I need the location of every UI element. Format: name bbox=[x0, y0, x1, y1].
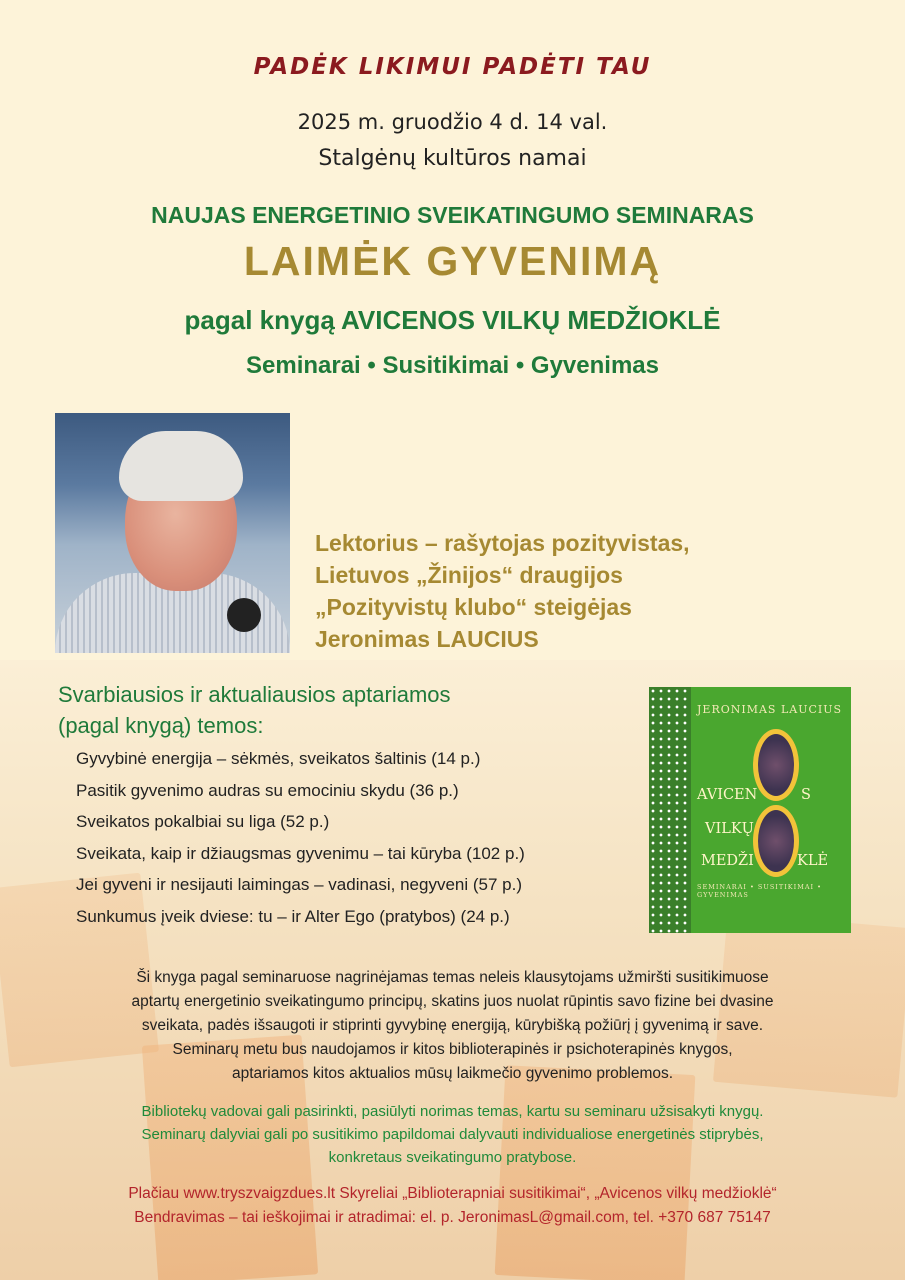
topic-item: Gyvybinė energija – sėkmės, sveikatos šaltinis (14 p.) bbox=[76, 749, 481, 768]
lecturer-info bbox=[315, 527, 690, 655]
topics-heading-line: Svarbiausios ir aktualiausios aptariamos bbox=[58, 682, 451, 707]
cover-title-line: VILKŲ bbox=[705, 821, 754, 837]
note-line: Bibliotekų vadovai gali pasirinkti, pasiūlyti norimas temas, kartu su seminaru užsisakyti knygų. bbox=[141, 1103, 764, 1120]
topic-item: Pasitik gyvenimo audras su emociniu skydu (36 p.) bbox=[76, 780, 459, 800]
cover-title-line: MEDŽI bbox=[701, 853, 754, 869]
seminar-kind: NAUJAS ENERGETINIO SVEIKATINGUMO SEMINARAS bbox=[151, 202, 754, 228]
seminar-title: LAIMĖK GYVENIMĄ bbox=[243, 238, 662, 284]
event-venue: Stalgėnų kultūros namai bbox=[318, 146, 587, 171]
topic-item: Sveikatos pokalbiai su liga (52 p.) bbox=[76, 812, 330, 831]
book-description bbox=[0, 966, 905, 1086]
topics-heading-line: (pagal knygą) temos: bbox=[58, 713, 264, 738]
lecturer-photo bbox=[55, 413, 290, 653]
topics-heading bbox=[58, 679, 451, 741]
cover-photo-ring bbox=[753, 729, 799, 801]
lecturer-line: Lektorius – rašytojas pozityvistas, bbox=[315, 530, 690, 556]
tagline: PADĖK LIKIMUI PADĖTI TAU bbox=[253, 54, 652, 80]
description-line: sveikata, padės išsaugoti ir stiprinti gyvybinę energiją, kūrybišką požiūrį į gyvenimą ir save. bbox=[141, 1017, 764, 1034]
book-cover bbox=[649, 687, 851, 933]
cover-photo-ring bbox=[753, 805, 799, 877]
description-line: Ši knyga pagal seminaruose nagrinėjamas temas neleis klausytojams užmiršti susitikimuose bbox=[136, 969, 769, 986]
background-book-image bbox=[495, 1065, 696, 1280]
description-line: aptariamos kitos aktualios mūsų laikmečio gyvenimo problemos. bbox=[231, 1065, 674, 1082]
lecturer-line: Lietuvos „Žinijos“ draugijos bbox=[315, 562, 623, 588]
cover-title-line: S bbox=[801, 787, 811, 803]
note-line: Seminarų dalyviai gali po susitikimo papildomai dalyvauti individualiose energetinės stiprybės, bbox=[141, 1126, 764, 1143]
lecturer-name: Jeronimas LAUCIUS bbox=[315, 626, 539, 652]
cover-author: JERONIMAS LAUCIUS bbox=[697, 703, 843, 716]
topic-item: Sveikata, kaip ir džiaugsmas gyvenimu – tai kūryba (102 p.) bbox=[76, 843, 525, 863]
description-line: aptartų energetinio sveikatingumo principų, skatins juos nuolat rūpintis savo fizine bei dvasine bbox=[131, 993, 774, 1010]
topic-item: Sunkumus įveik dviese: tu – ir Alter Ego (pratybos) (24 p.) bbox=[76, 906, 510, 926]
email-phone-line: Bendravimas – tai ieškojimai ir atradimai: el. p. JeronimasL@gmail.com, tel. +370 687 75147 bbox=[134, 1209, 771, 1226]
cover-subtitle: SEMINARAI • SUSITIKIMAI • GYVENIMAS bbox=[697, 883, 823, 899]
topic-item: Jei gyveni ir nesijauti laimingas – vadinasi, negyveni (57 p.) bbox=[76, 875, 523, 894]
microphone-icon bbox=[227, 598, 261, 632]
book-reference: pagal knygą AVICENOS VILKŲ MEDŽIOKLĖ bbox=[184, 305, 721, 335]
event-date: 2025 m. gruodžio 4 d. 14 val. bbox=[297, 110, 608, 134]
library-note bbox=[0, 1100, 905, 1169]
contact-info bbox=[0, 1182, 905, 1230]
description-line: Seminarų metu bus naudojamos ir kitos biblioterapinės ir psichoterapinės knygos, bbox=[172, 1041, 733, 1058]
lecturer-line: „Pozityvistų klubo“ steigėjas bbox=[315, 594, 632, 620]
seminar-subline: Seminarai • Susitikimai • Gyvenimas bbox=[246, 352, 659, 379]
website-line: Plačiau www.tryszvaigzdues.lt Skyreliai „Biblioterapniai susitikimai“, „Avicenos vilkų medžioklė“ bbox=[128, 1185, 777, 1202]
note-line: konkretaus sveikatingumo pratybose. bbox=[328, 1149, 577, 1166]
topics-list bbox=[76, 746, 525, 935]
flower-pattern bbox=[649, 687, 691, 933]
cover-title-line: AVICEN bbox=[697, 787, 758, 803]
cover-title-line: KLĖ bbox=[797, 853, 829, 869]
